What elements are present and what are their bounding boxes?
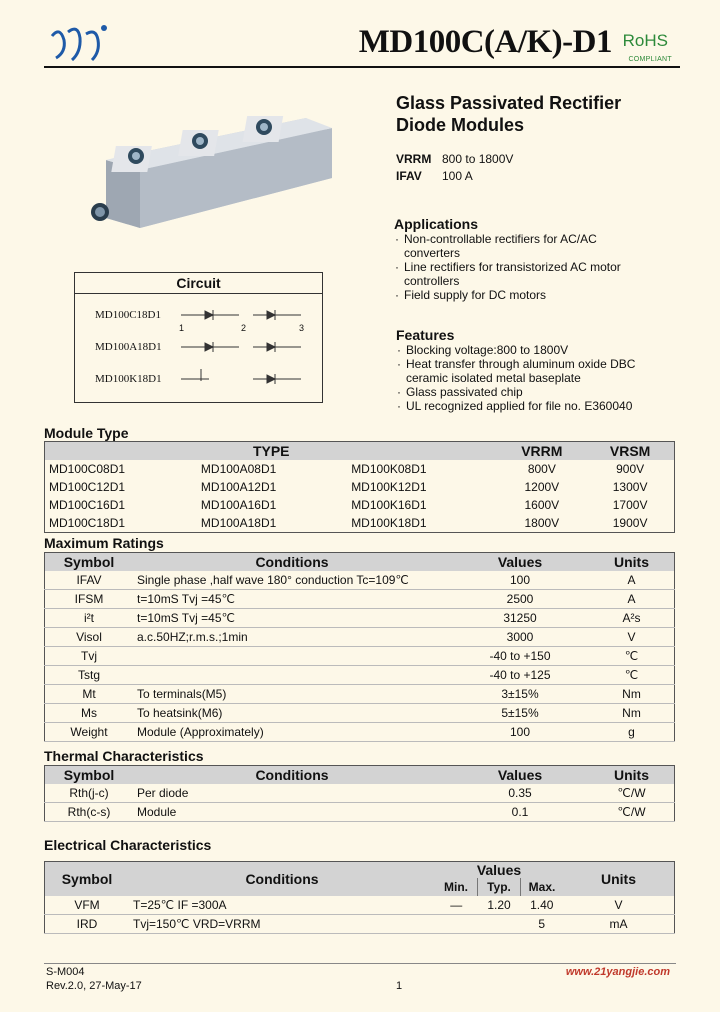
- table-row: Rth(j-c) Per diode 0.35 ℃/W: [45, 784, 675, 803]
- header-divider: [44, 66, 680, 68]
- company-logo-icon: [46, 22, 118, 64]
- table-row: VFM T=25℃ IF =300A — 1.20 1.40 V: [45, 896, 675, 915]
- electrical-title: Electrical Characteristics: [44, 837, 212, 853]
- applications-list: [394, 232, 684, 302]
- table-row: Tstg -40 to +125 ℃: [45, 666, 675, 685]
- max-ratings-title: Maximum Ratings: [44, 535, 164, 551]
- table-row: MD100C18D1 MD100A18D1 MD100K18D1 1800V 1900V: [49, 516, 648, 530]
- circuit-label-k: MD100K18D1: [95, 373, 162, 385]
- electrical-table: Symbol Conditions Values Units Min. Typ. Max. VFM T=25℃ IF =300A — 1.20 1.40 V IRD Tvj=150℃ VRD=VRRM 5 mA: [44, 861, 675, 934]
- pin-3: 3: [299, 323, 305, 333]
- spec-vrrm: VRRM 800 to 1800V: [396, 152, 514, 166]
- table-row: Tvj -40 to +150 ℃: [45, 647, 675, 666]
- feature-item: · Blocking voltage:800 to 1800V: [396, 343, 686, 357]
- footer-doc-number: S-M004: [46, 966, 85, 978]
- application-item: · Line rectifiers for transistorized AC motor: [394, 260, 684, 274]
- spec-ifav: IFAV 100 A: [396, 169, 473, 183]
- circuit-label-a: MD100A18D1: [95, 341, 162, 353]
- table-row: MD100C08D1 MD100A08D1 MD100K08D1 800V 900V: [49, 462, 645, 476]
- feature-item: · Glass passivated chip: [396, 385, 686, 399]
- circuit-title: Circuit: [75, 273, 322, 294]
- table-row: Mt To terminals(M5) 3±15% Nm: [45, 685, 675, 704]
- rohs-compliant-mark: COMPLIANT: [628, 56, 672, 63]
- table-row: MD100C12D1 MD100A12D1 MD100K12D1 1200V 1300V: [49, 480, 648, 494]
- features-section: Features · Blocking voltage:800 to 1800V · Heat transfer through aluminum oxide DBC ceramic isolated metal baseplate · Glass passivated chip · UL recognized applied for file no. E360040: [396, 327, 686, 413]
- table-row: Rth(c-s) Module 0.1 ℃/W: [45, 803, 675, 822]
- pin-2: 2: [241, 323, 247, 333]
- table-row: IRD Tvj=150℃ VRD=VRRM 5 mA: [45, 915, 675, 934]
- module-type-table: TYPE VRRM VRSM MD100C08D1 MD100A08D1 MD100K08D1 800V 900V MD100C12D1 MD100A12D1 MD100K12D1 1200V 1300V MD100C16D1 MD100A16D1 MD100K16D1 1600V 1700V MD100C18D1 MD100A18D1 MD100K18D1 1800V 1900V: [44, 441, 675, 533]
- circuit-label-c: MD100C18D1: [95, 309, 162, 321]
- table-row: i²t t=10mS Tvj =45℃ 31250 A²s: [45, 609, 675, 628]
- table-row: Ms To heatsink(M6) 5±15% Nm: [45, 704, 675, 723]
- application-item: controllers: [404, 274, 460, 288]
- applications-section: Applications · Non-controllable rectifiers for AC/AC converters · Line rectifiers for transistorized AC motor controllers · Field supply for DC motors: [394, 216, 684, 302]
- module-photo: [84, 100, 344, 260]
- circuit-box: [74, 272, 323, 403]
- table-row: MD100C16D1 MD100A16D1 MD100K16D1 1600V 1700V: [49, 498, 648, 512]
- footer-revision: Rev.2.0, 27-May-17: [46, 980, 142, 992]
- rohs-mark: RoHS: [622, 31, 668, 50]
- table-row: IFAV Single phase ,half wave 180° conduction Tc=109℃ 100 A: [45, 571, 675, 590]
- footer-page: 1: [396, 980, 403, 992]
- feature-item: ceramic isolated metal baseplate: [406, 371, 581, 385]
- thermal-table: Symbol Conditions Values Units Rth(j-c) Per diode 0.35 ℃/W Rth(c-s) Module 0.1 ℃/W: [44, 765, 675, 822]
- table-row: Weight Module (Approximately) 100 g: [45, 723, 675, 742]
- feature-item: · UL recognized applied for file no. E360040: [396, 399, 686, 413]
- thermal-title: Thermal Characteristics: [44, 748, 204, 764]
- product-title: Glass Passivated Rectifier Diode Modules: [396, 93, 622, 135]
- application-item: · Non-controllable rectifiers for AC/AC: [394, 232, 684, 246]
- application-item: converters: [404, 246, 461, 260]
- part-number-title: MD100C(A/K)-D1: [358, 24, 612, 60]
- footer-divider: [44, 963, 676, 964]
- module-type-title: Module Type: [44, 425, 129, 441]
- table-row: IFSM t=10mS Tvj =45℃ 2500 A: [45, 590, 675, 609]
- table-row: Visol a.c.50HZ;r.m.s.;1min 3000 V: [45, 628, 675, 647]
- max-ratings-table: Symbol Conditions Values Units IFAV Single phase ,half wave 180° conduction Tc=109℃ 100 A IFSM t=10mS Tvj =45℃ 2500 A i²t t=10mS Tvj =45℃ 31250 A²s Visol a.c.50HZ;r.m.s.;1min 3000 V Tvj -40 to +150 ℃ Tstg -40 to +125 ℃ Mt To terminals(M5) 3±15% Nm Ms To heatsink(M6) 5±15% Nm Weight Module (Approximately) 100 g: [44, 552, 675, 742]
- application-item: · Field supply for DC motors: [394, 288, 684, 302]
- footer-website-link[interactable]: www.21yangjie.com: [565, 966, 670, 978]
- pin-1: 1: [179, 323, 185, 333]
- circuit-schematic-icon: [175, 303, 321, 399]
- feature-item: · Heat transfer through aluminum oxide DBC: [396, 357, 686, 371]
- features-list: [396, 343, 686, 413]
